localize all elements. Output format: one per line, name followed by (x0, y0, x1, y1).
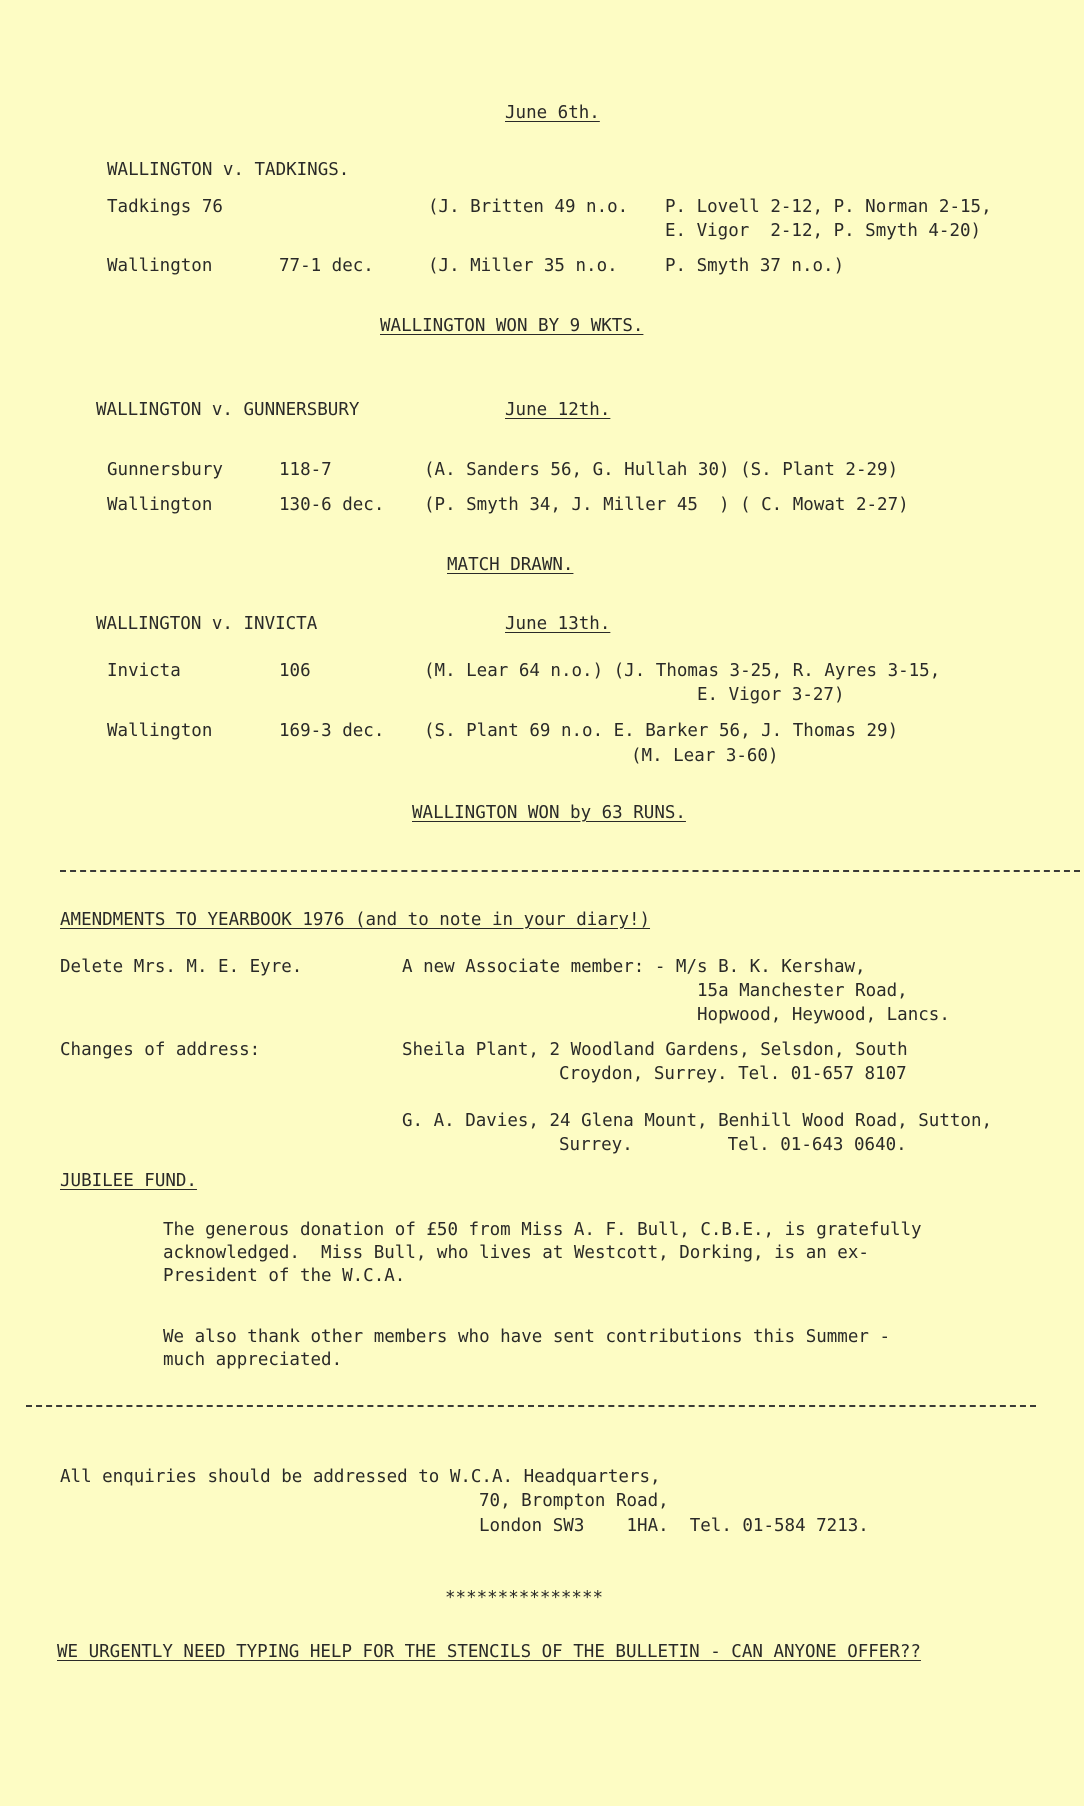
match-1-row-2-bowling: P. Smyth 37 n.o.) (665, 256, 845, 276)
match-1-row-2-score: 77-1 dec. (279, 256, 374, 276)
match-3-row-1-team: Invicta (107, 661, 181, 681)
new-member: A new Associate member: - M/s B. K. Kershaw, (402, 957, 866, 977)
match-1-row-1-batting: (J. Britten 49 n.o. (428, 197, 629, 217)
match-1-row-1-bowling-cont: E. Vigor 2-12, P. Smyth 4-20) (665, 221, 982, 241)
match-1-title: WALLINGTON v. TADKINGS. (107, 160, 350, 180)
match-2-row-1-team: Gunnersbury (107, 460, 223, 480)
match-1-row-2-team: Wallington (107, 256, 213, 276)
typing-help-appeal: WE URGENTLY NEED TYPING HELP FOR THE STENCILS OF THE BULLETIN - CAN ANYONE OFFER?? (57, 1642, 921, 1662)
match-3-row-1-score: 106 (279, 661, 311, 681)
match-1-row-1-bowling: P. Lovell 2-12, P. Norman 2-15, (665, 197, 992, 217)
enquiries-line-3: London SW3 1HA. Tel. 01-584 7213. (479, 1516, 869, 1536)
stars-separator: *************** (445, 1588, 604, 1608)
match-3-row-2-detail: (S. Plant 69 n.o. E. Barker 56, J. Thomas 29) (424, 721, 899, 741)
address-change-1-cont: Croydon, Surrey. Tel. 01-657 8107 (559, 1064, 907, 1084)
match-3-row-2-team: Wallington (107, 721, 213, 741)
jubilee-heading: JUBILEE FUND. (60, 1171, 197, 1191)
enquiries-line-1: All enquiries should be addressed to W.C.A. Headquarters, (60, 1467, 661, 1487)
match-3-result: WALLINGTON WON by 63 RUNS. (412, 803, 686, 823)
jubilee-p1-line-1: The generous donation of £50 from Miss A. F. Bull, C.B.E., is gratefully (163, 1220, 922, 1240)
divider-dashed (26, 1405, 1036, 1407)
match-2-result: MATCH DRAWN. (447, 555, 574, 575)
match-2-row-2-team: Wallington (107, 495, 213, 515)
match-2-date: June 12th. (505, 400, 611, 420)
match-3-row-1-detail-cont: E. Vigor 3-27) (697, 685, 845, 705)
enquiries-line-2: 70, Brompton Road, (479, 1491, 669, 1511)
changes-of-address-label: Changes of address: (60, 1040, 261, 1060)
match-3-row-1-detail: (M. Lear 64 n.o.) (J. Thomas 3-25, R. Ayres 3-15, (424, 661, 941, 681)
new-member-addr-2: Hopwood, Heywood, Lancs. (697, 1005, 950, 1025)
match-2-row-2-detail: (P. Smyth 34, J. Miller 45 ) ( C. Mowat 2-27) (424, 495, 909, 515)
divider-dashed (60, 870, 1080, 872)
jubilee-p2-line-1: We also thank other members who have sent contributions this Summer - (163, 1327, 890, 1347)
match-3-row-2-score: 169-3 dec. (279, 721, 385, 741)
amendments-heading: AMENDMENTS TO YEARBOOK 1976 (and to note in your diary!) (60, 910, 651, 930)
match-3-row-2-detail-cont: (M. Lear 3-60) (631, 746, 779, 766)
match-3-title: WALLINGTON v. INVICTA (96, 614, 318, 634)
heading-date: June 6th. (505, 103, 600, 123)
match-2-title: WALLINGTON v. GUNNERSBURY (96, 400, 360, 420)
address-change-2: G. A. Davies, 24 Glena Mount, Benhill Wood Road, Sutton, (402, 1111, 993, 1131)
address-change-2-cont: Surrey. Tel. 01-643 0640. (559, 1135, 907, 1155)
jubilee-p1-line-2: acknowledged. Miss Bull, who lives at Westcott, Dorking, is an ex- (163, 1243, 869, 1263)
match-1-row-2-batting: (J. Miller 35 n.o. (428, 256, 618, 276)
match-1-row-1-team: Tadkings 76 (107, 197, 223, 217)
match-2-row-1-detail: (A. Sanders 56, G. Hullah 30) (S. Plant 2-29) (424, 460, 899, 480)
address-change-1: Sheila Plant, 2 Woodland Gardens, Selsdon, South (402, 1040, 908, 1060)
jubilee-p2-line-2: much appreciated. (163, 1350, 343, 1370)
match-2-row-2-score: 130-6 dec. (279, 495, 385, 515)
jubilee-p1-line-3: President of the W.C.A. (163, 1266, 406, 1286)
match-2-row-1-score: 118-7 (279, 460, 332, 480)
delete-member: Delete Mrs. M. E. Eyre. (60, 957, 303, 977)
new-member-addr-1: 15a Manchester Road, (697, 981, 908, 1001)
match-3-date: June 13th. (505, 614, 611, 634)
match-1-result: WALLINGTON WON BY 9 WKTS. (380, 316, 644, 336)
